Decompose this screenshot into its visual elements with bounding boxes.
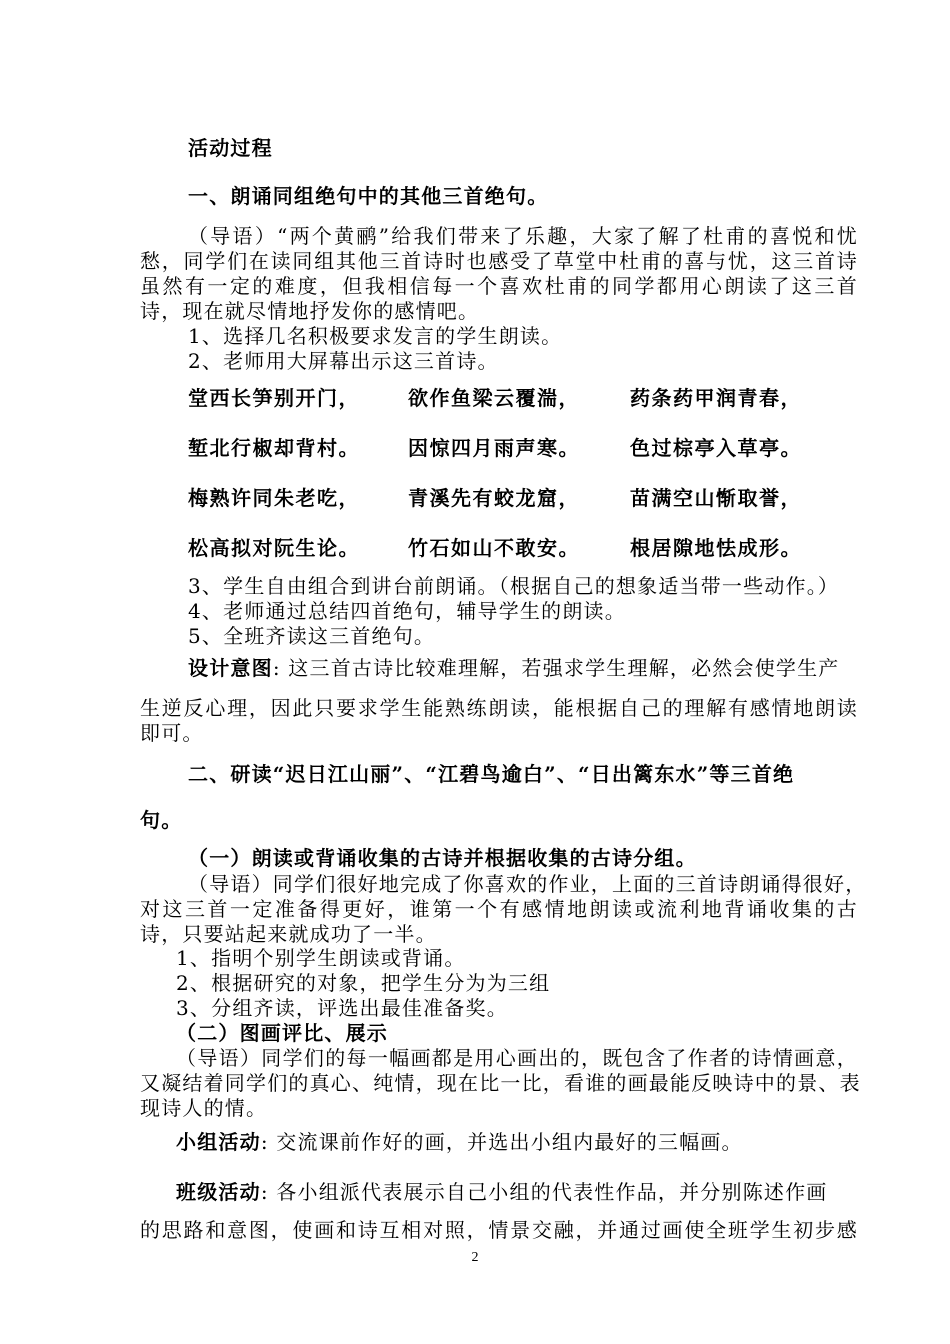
section-2-title-line-2: 句。 [140,808,183,832]
poem-line: 色过棕亭入草亭。 [630,436,802,460]
sub1-step-1: 1、指明个别学生朗读或背诵。 [176,946,466,970]
s1-intro-line-1: （导语）“两个黄鹂”给我们带来了乐趣，大家了解了杜甫的喜悦和忧 [188,224,858,248]
sub2-intro-line-1: （导语）同学们的每一幅画都是用心画出的，既包含了作者的诗情画意， [176,1046,858,1070]
poem-line: 药条药甲润青春， [630,386,802,410]
sub1-intro-line-1: （导语）同学们很好地完成了你喜欢的作业，上面的三首诗朗诵得很好， [188,872,867,896]
s1-intro-line-4: 诗，现在就尽情地抒发你的感情吧。 [140,299,480,323]
design-intent-text: : 这三首古诗比较难理解，若强求学生理解，必然会使学生产 [272,656,840,680]
group-activity [176,1130,906,1154]
subsection-2-title: （二）图画评比、展示 [176,1021,388,1045]
sub1-intro-line-3: 诗，只要站起来就成功了一半。 [140,922,437,946]
poem-line: 竹石如山不敢安。 [408,536,580,560]
class-activity-label: 班级活动 [176,1180,261,1204]
s1-step-1: 1、选择几名积极要求发言的学生朗读。 [188,324,563,348]
page-number: 2 [471,1250,479,1265]
design-intent-line-2: 生逆反心理，因此只要求学生能熟练朗读，能根据自己的理解有感情地朗读 [140,696,858,720]
class-activity-line-1 [176,1180,906,1204]
sub1-intro-line-2: 对这三首一定准备得更好，谁第一个有感情地朗读或流利地背诵收集的古 [140,897,858,921]
section-1-title: 一、朗诵同组绝句中的其他三首绝句。 [188,184,549,208]
poem-line: 因惊四月雨声寒。 [408,436,580,460]
s1-step-2: 2、老师用大屏幕出示这三首诗。 [188,349,499,373]
poem-line: 苗满空山惭取誉， [630,486,802,510]
poem-line: 梅熟许同朱老吃， [188,486,360,510]
sub2-intro-line-2: 又凝结着同学们的真心、纯情，现在比一比，看谁的画最能反映诗中的景、表 [140,1071,861,1095]
group-activity-label: 小组活动 [176,1130,261,1154]
section-heading: 活动过程 [188,136,273,160]
class-activity-line-2: 的思路和意图，使画和诗互相对照，情景交融，并通过画使全班学生初步感 [140,1218,858,1242]
subsection-1-title: （一）朗读或背诵收集的古诗并根据收集的古诗分组。 [188,846,697,870]
s1-step-5: 5、全班齐读这三首绝句。 [188,624,436,648]
design-intent-line-1 [188,656,918,680]
design-intent-label: 设计意图 [188,656,273,680]
design-intent-line-3: 即可。 [140,721,204,745]
poem-line: 松高拟对阮生论。 [188,536,360,560]
group-activity-text: : 交流课前作好的画，并选出小组内最好的三幅画。 [260,1130,743,1154]
s1-intro-line-2: 愁，同学们在读同组其他三首诗时也感受了草堂中杜甫的喜与忧，这三首诗 [140,249,858,273]
sub2-intro-line-3: 现诗人的情。 [140,1096,268,1120]
section-2-title-line-1: 二、研读“迟日江山丽”、“江碧鸟逾白”、“日出篱东水”等三首绝 [188,762,795,786]
s1-step-3: 3、学生自由组合到讲台前朗诵。（根据自己的想象适当带一些动作。） [188,574,840,598]
poem-line: 根居隙地怯成形。 [630,536,802,560]
poem-line: 堂西长笋别开门， [188,386,360,410]
poem-line: 堑北行椒却背村。 [188,436,360,460]
poem-line: 青溪先有蛟龙窟， [408,486,580,510]
class-activity-text: : 各小组派代表展示自己小组的代表性作品，并分别陈述作画 [260,1180,828,1204]
s1-step-4: 4、老师通过总结四首绝句，辅导学生的朗读。 [188,599,626,623]
poem-line: 欲作鱼梁云覆湍， [408,386,580,410]
s1-intro-line-3: 虽然有一定的难度，但我相信每一个喜欢杜甫的同学都用心朗读了这三首 [140,274,858,298]
sub1-step-2: 2、根据研究的对象，把学生分为为三组 [176,971,551,995]
sub1-step-3: 3、分组齐读，评选出最佳准备奖。 [176,996,508,1020]
